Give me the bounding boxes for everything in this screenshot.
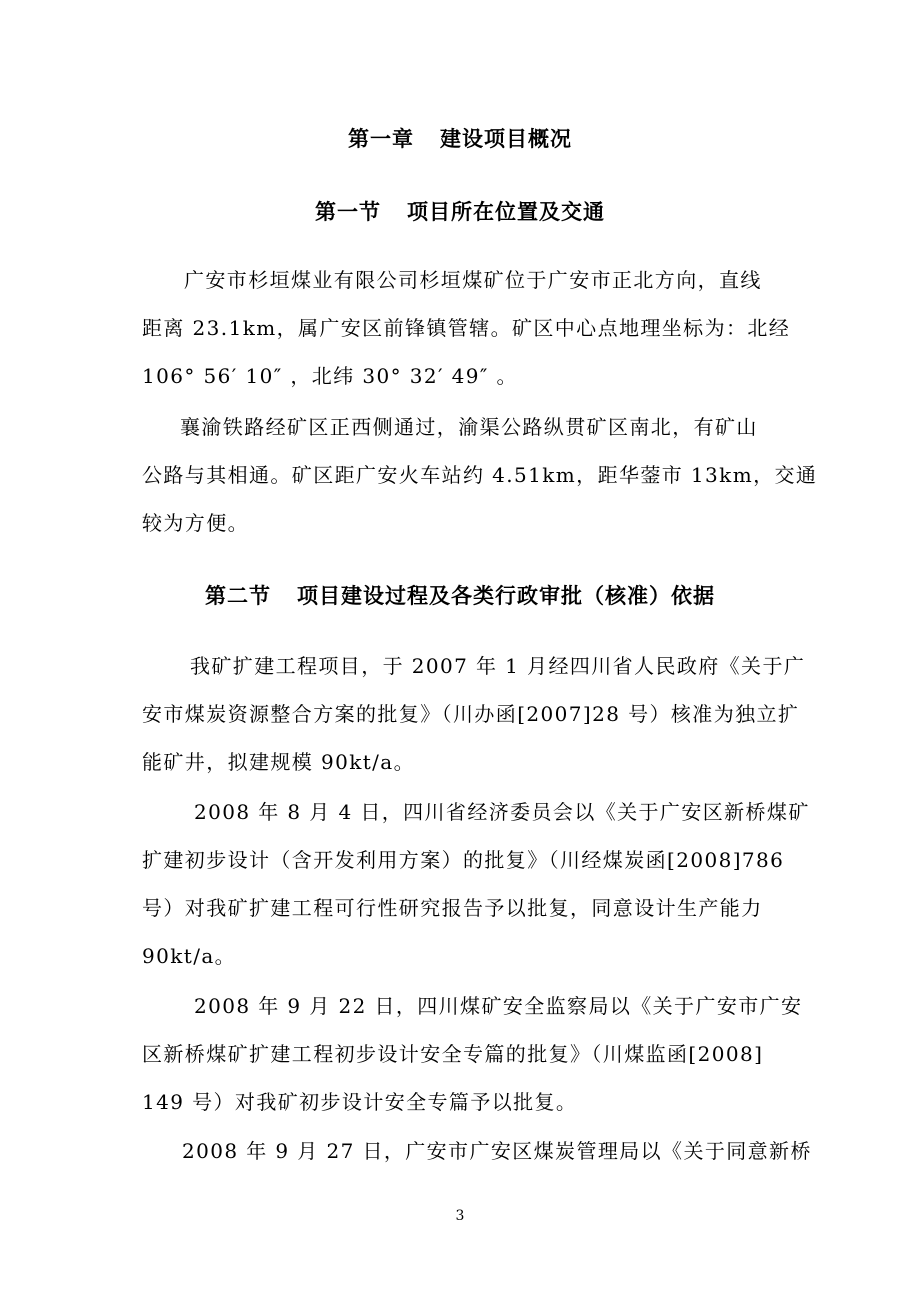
text-line: 公路与其相通。矿区距广安火车站约 4.51km，距华蓥市 13km，交通 — [142, 463, 818, 487]
section-1-title: 项目所在位置及交通 — [407, 200, 605, 224]
section-2-title: 项目建设过程及各类行政审批（核准）依据 — [297, 584, 715, 608]
text-line: 襄渝铁路经矿区正西侧通过，渝渠公路纵贯矿区南北，有矿山 — [180, 415, 758, 439]
text-line: 149 号）对我矿初步设计安全专篇予以批复。 — [142, 1090, 578, 1114]
section-1-heading — [0, 196, 920, 226]
text-line: 106° 56′ 10″ ，北纬 30° 32′ 49″ 。 — [142, 364, 518, 388]
section-2-paragraph-4 — [142, 1127, 812, 1175]
text-line: 2008 年 8 月 4 日，四川省经济委员会以《关于广安区新桥煤矿 — [194, 800, 810, 824]
section-2-paragraph-3 — [142, 982, 803, 1126]
chapter-label: 第一章 — [348, 127, 414, 151]
text-line: 扩建初步设计（含开发利用方案）的批复》（川经煤炭函[2008]786 — [142, 848, 785, 872]
section-2-paragraph-1 — [142, 642, 806, 786]
section-1-paragraph-1 — [142, 256, 791, 400]
text-line: 2008 年 9 月 27 日，广安市广安区煤炭管理局以《关于同意新桥 — [182, 1139, 812, 1163]
chapter-heading — [0, 123, 920, 153]
text-line: 号）对我矿扩建工程可行性研究报告予以批复，同意设计生产能力 — [142, 896, 763, 920]
section-1-paragraph-2 — [142, 403, 818, 547]
text-line: 区新桥煤矿扩建工程初步设计安全专篇的批复》（川煤监函[2008] — [142, 1042, 764, 1066]
text-line: 安市煤炭资源整合方案的批复》（川办函[2007]28 号）核准为独立扩 — [142, 702, 800, 726]
chapter-title: 建设项目概况 — [440, 127, 572, 151]
text-line: 2008 年 9 月 22 日，四川煤矿安全监察局以《关于广安市广安 — [194, 994, 803, 1018]
text-line: 我矿扩建工程项目，于 2007 年 1 月经四川省人民政府《关于广 — [190, 654, 806, 678]
text-line: 广安市杉垣煤业有限公司杉垣煤矿位于广安市正北方向，直线 — [184, 268, 762, 292]
section-2-label: 第二节 — [205, 584, 271, 608]
text-line: 能矿井，拟建规模 90kt/a。 — [142, 750, 416, 774]
text-line: 90kt/a。 — [142, 944, 237, 968]
section-2-paragraph-2 — [142, 788, 810, 980]
text-line: 较为方便。 — [142, 511, 249, 535]
page-number: 3 — [455, 1208, 465, 1224]
section-2-heading — [0, 580, 920, 610]
text-line: 距离 23.1km，属广安区前锋镇管辖。矿区中心点地理坐标为：北经 — [142, 316, 791, 340]
section-1-label: 第一节 — [315, 200, 381, 224]
